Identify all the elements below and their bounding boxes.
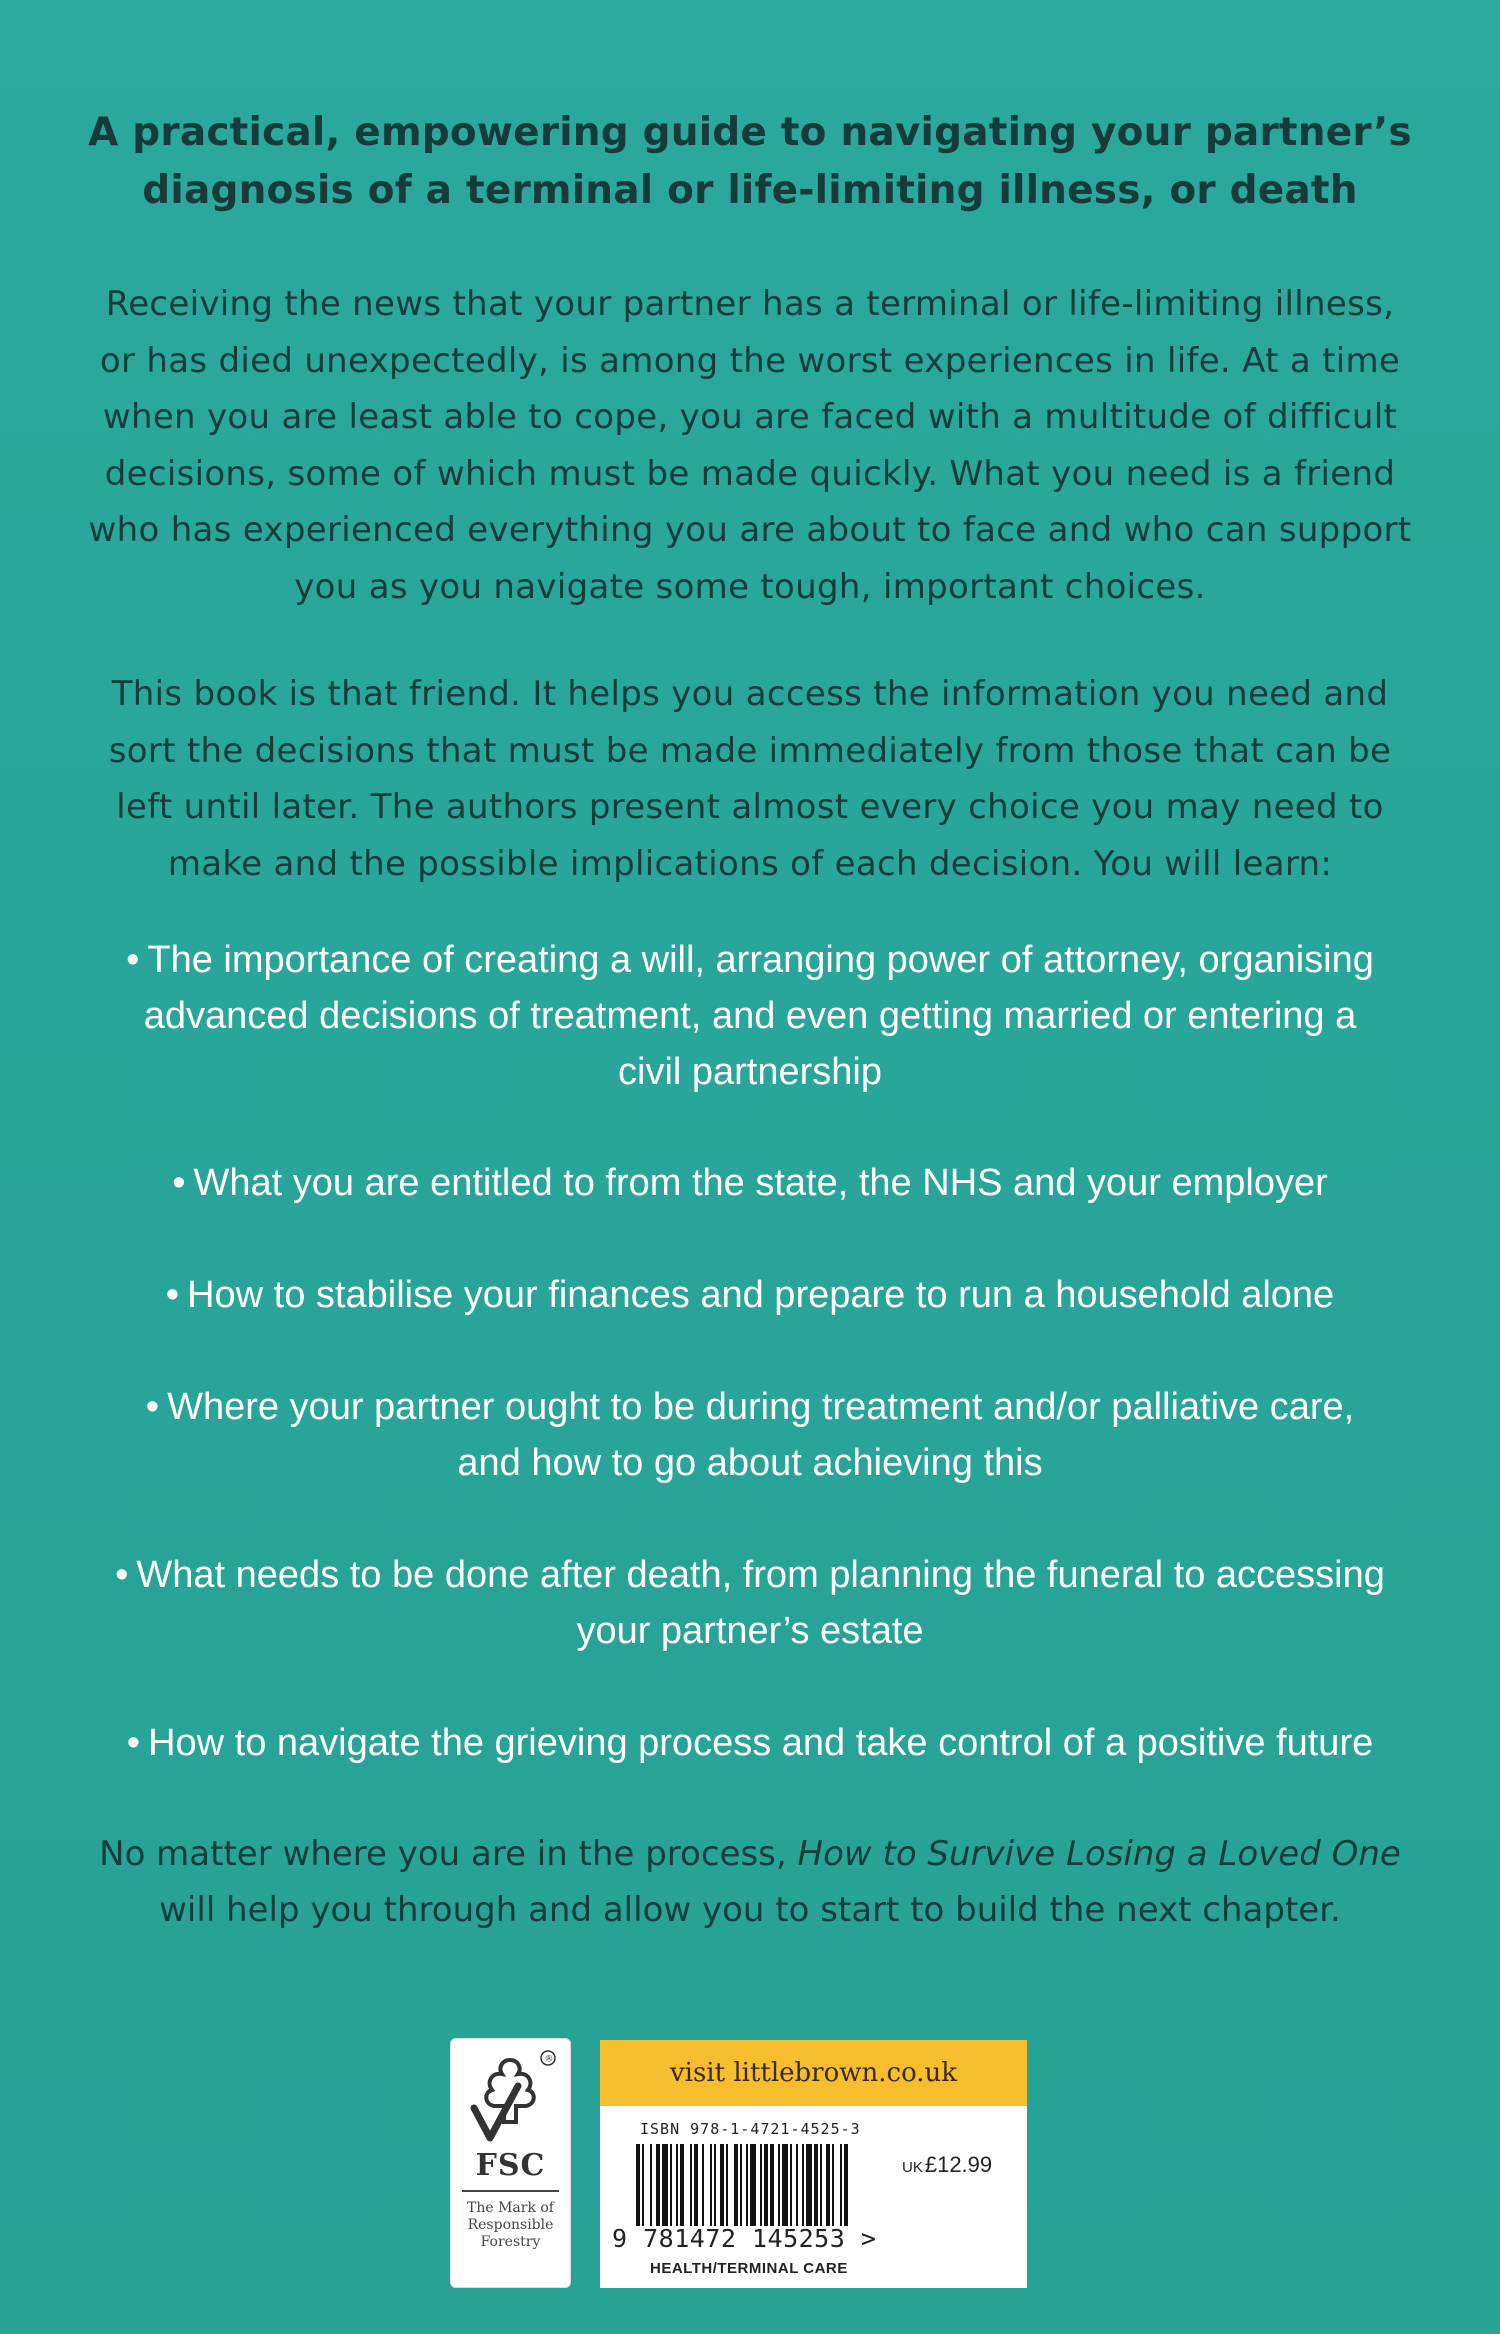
barcode-bar [750, 2144, 756, 2226]
paragraph-line: left until later. The authors present almost every choice you may need to [116, 787, 1384, 827]
paragraph-line: you as you navigate some tough, important choices. [294, 566, 1206, 607]
fsc-logo [450, 2038, 571, 2288]
closing-prefix: No matter where you are in the process, [99, 1834, 798, 1874]
barcode-bar [650, 2144, 652, 2226]
barcode-digits: 9 781472 145253 > [612, 2224, 877, 2253]
barcode-bar [782, 2144, 788, 2226]
barcode-bar [710, 2144, 712, 2226]
second-paragraph [50, 666, 1450, 892]
barcode-bar [746, 2144, 748, 2226]
paragraph-line: make and the possible implications of each decision. You will learn: [167, 843, 1333, 884]
bullet-dot: • [126, 1722, 141, 1764]
fsc-divider [462, 2190, 559, 2192]
bullet-dot: • [126, 939, 140, 981]
barcode-bar [802, 2144, 804, 2226]
barcode-bar [844, 2144, 848, 2226]
barcode-bar [702, 2144, 704, 2226]
bullet-dot: • [145, 1386, 160, 1428]
bullet-line: What you are entitled to from the state, the NHS and your employer [193, 1162, 1328, 1204]
bullet-line: How to stabilise your finances and prepare to run a household alone [187, 1274, 1335, 1316]
barcode-bar [694, 2144, 698, 2226]
bullet-item [40, 1547, 1460, 1659]
bullet-dot: • [115, 1554, 129, 1596]
barcode-bar [670, 2144, 672, 2226]
barcode-bar [714, 2144, 716, 2226]
bullet-item [40, 932, 1460, 1100]
bullet-item [40, 1379, 1460, 1491]
bullet-item [40, 1267, 1460, 1323]
registered-mark: ® [544, 2054, 554, 2065]
barcode-bar [770, 2144, 774, 2226]
barcode-bar [720, 2144, 724, 2226]
barcode-bar [656, 2144, 660, 2226]
barcode-bar [826, 2144, 830, 2226]
headline-line: A practical, empowering guide to navigating your partner’s [88, 110, 1412, 155]
closing-paragraph [40, 1826, 1460, 1938]
bullet-line: advanced decisions of treatment, and even getting married or entering a [143, 995, 1357, 1037]
barcode-bar [814, 2144, 818, 2226]
bullet-line: The importance of creating a will, arranging power of attorney, organising [147, 939, 1374, 981]
barcode-bar [820, 2144, 822, 2226]
paragraph-line: This book is that friend. It helps you access the information you need and [111, 674, 1389, 714]
bullet-item [40, 1715, 1460, 1771]
paragraph-line: or has died unexpectedly, is among the worst experiences in life. At a time [99, 340, 1401, 381]
book-title: How to Survive Losing a Loved One [797, 1834, 1401, 1874]
fsc-tagline-line: The Mark of [466, 2200, 554, 2216]
price-prefix: UK [902, 2159, 923, 2176]
barcode-bar [676, 2144, 678, 2226]
barcode-bar [778, 2144, 780, 2226]
bullet-dot: • [165, 1274, 180, 1316]
barcode-bar [790, 2144, 792, 2226]
intro-paragraph [50, 276, 1450, 615]
fsc-tagline [454, 2200, 567, 2251]
barcode-bar [832, 2144, 834, 2226]
bullet-line: civil partnership [618, 1051, 882, 1093]
barcode-bar [680, 2144, 684, 2226]
book-category: HEALTH/TERMINAL CARE [650, 2260, 848, 2277]
price-label [902, 2152, 992, 2178]
isbn-label: ISBN 978-1-4721-4525-3 [640, 2120, 861, 2138]
barcode-bar [764, 2144, 768, 2226]
bullet-line: What needs to be done after death, from planning the funeral to accessing [136, 1554, 1385, 1596]
paragraph-line: who has experienced everything you are about to face and who can support [88, 510, 1412, 550]
fsc-tagline-line: Forestry [480, 2234, 541, 2250]
publisher-website[interactable]: visit littlebrown.co.uk [600, 2040, 1027, 2106]
closing-line: will help you through and allow you to start to build the next chapter. [159, 1890, 1341, 1930]
bullet-line: your partner’s estate [576, 1610, 924, 1652]
bullet-line: Where your partner ought to be during treatment and/or palliative care, [167, 1386, 1355, 1428]
paragraph-line: sort the decisions that must be made immediately from those that can be [108, 730, 1392, 771]
price-value: £12.99 [924, 2152, 993, 2177]
barcode-bar [740, 2144, 742, 2226]
bullet-line: How to navigate the grieving process and take control of a positive future [148, 1722, 1374, 1764]
headline [60, 104, 1440, 220]
barcode-bar [734, 2144, 738, 2226]
barcode-bar [840, 2144, 842, 2226]
barcode-bar [806, 2144, 812, 2226]
barcode-bar [642, 2144, 644, 2226]
fsc-tree-icon [460, 2046, 560, 2146]
barcode-panel [600, 2040, 1027, 2288]
barcode-bar [636, 2144, 640, 2226]
paragraph-line: Receiving the news that your partner has a terminal or life-limiting illness, [105, 284, 1395, 324]
bullet-item [40, 1155, 1460, 1211]
bullet-line: and how to go about achieving this [457, 1442, 1043, 1484]
fsc-tagline-line: Responsible [467, 2217, 554, 2233]
barcode-bar [796, 2144, 798, 2226]
bullet-dot: • [172, 1162, 186, 1204]
paragraph-line: decisions, some of which must be made quickly. What you need is a friend [104, 453, 1396, 494]
paragraph-line: when you are least able to cope, you are faced with a multitude of difficult [102, 397, 1398, 437]
barcode-bar [760, 2144, 762, 2226]
fsc-name: FSC [475, 2148, 546, 2183]
barcode-bar [690, 2144, 692, 2226]
barcode-image [636, 2144, 896, 2226]
barcode-bar [726, 2144, 728, 2226]
headline-line: diagnosis of a terminal or life-limiting illness, or death [142, 168, 1358, 213]
barcode-bar [662, 2144, 668, 2226]
